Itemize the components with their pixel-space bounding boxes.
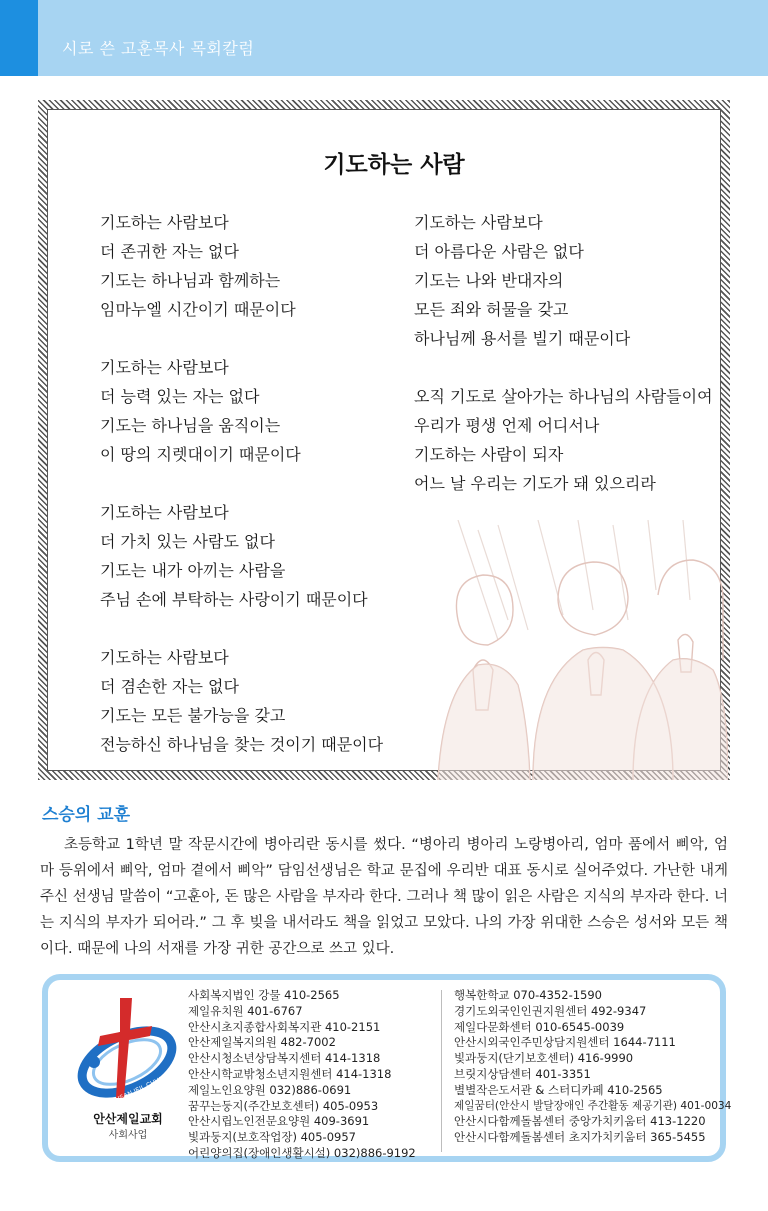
poem-line: 기도는 나와 반대자의 <box>414 271 564 290</box>
lesson-body: 초등학교 1학년 말 작문시간에 병아리란 동시를 썼다. “병아리 병아리 노랑병아리, 엄마 품에서 삐악, 엄마 등위에서 삐악, 엄마 곁에서 삐악” 담임선생님은 학교 문집에 우리반 대표 동시로 실어주었다. 가난한 내게 주신 선생님 말씀이 “고훈아, 돈 많은 사람을 부자라 한다. 그러나 책 많이 읽은 사람은 지식의 부자라 한다. 너는 지식의 부자가 되어라.” 그 후 빚을 내서라도 책을 읽었고 모았다. 나의 가장 위대한 스승은 성서와 모든 책이다. 때문에 나의 서재를 가장 귀한 공간으로 쓰고 있다. <box>40 837 728 957</box>
poem-line: 하나님께 용서를 빌기 때문이다 <box>414 329 631 348</box>
poem-frame-inner <box>47 109 721 771</box>
contact-item: 어린양의집(장애인생활시설) 032)886-9192 <box>188 1145 416 1160</box>
poem-title: 기도하는 사람 <box>323 152 465 178</box>
poem-line: 기도는 하나님을 움직이는 <box>100 416 281 435</box>
contact-item: 별별작은도서관 & 스터디카페 410-2565 <box>454 1082 663 1097</box>
contact-item: 안산시립노인전문요양원 409-3691 <box>188 1114 370 1129</box>
poem-line: 오직 기도로 살아가는 하나님의 사람들이여 <box>414 387 713 406</box>
contact-item: 안산시청소년상담복지센터 414-1318 <box>188 1051 381 1066</box>
contact-item: 제일다문화센터 010-6545-0039 <box>454 1019 625 1034</box>
praying-people-illustration <box>428 520 728 780</box>
contact-list-right <box>454 988 731 1146</box>
contact-item: 행복한학교 070-4352-1590 <box>454 988 602 1002</box>
poem-line: 기도는 모든 불가능을 갖고 <box>100 706 286 725</box>
contact-item: 제일노인요양원 032)886-0691 <box>188 1082 352 1097</box>
poem-line: 모든 죄와 허물을 갖고 <box>414 300 569 319</box>
contact-item: 제일꿈터(안산시 발달장애인 주간활동 제공기관) 401-0034 <box>454 1099 732 1112</box>
contact-item: 안산시다함께돌봄센터 중앙가치키움터 413-1220 <box>454 1114 706 1129</box>
contact-item: 경기도외국인인권지원센터 492-9347 <box>454 1003 647 1018</box>
contact-item: 꿈꾸는둥지(주간보호센터) 405-0953 <box>188 1098 379 1113</box>
contact-item: 브릿지상담센터 401-3351 <box>454 1066 591 1081</box>
contact-item: 안산시초지종합사회복지관 410-2151 <box>188 1019 381 1034</box>
footer-box <box>42 974 732 1162</box>
poem-line: 더 능력 있는 자는 없다 <box>100 387 260 406</box>
poem-frame <box>38 100 730 780</box>
poem-line: 기도하는 사람보다 <box>100 213 229 232</box>
contact-item: 안산제일복지의원 482-7002 <box>188 1035 336 1050</box>
header-bar <box>0 0 768 76</box>
org-subtitle: 사회사업 <box>108 1130 148 1141</box>
poem-line: 주님 손에 부탁하는 사랑이기 때문이다 <box>100 590 368 609</box>
poem-line: 더 존귀한 자는 없다 <box>100 242 239 261</box>
contact-list-left <box>188 988 416 1162</box>
poem-line: 더 겸손한 자는 없다 <box>100 677 239 696</box>
contact-item: 안산시다함께돌봄센터 초지가치키움터 365-5455 <box>454 1130 706 1145</box>
poem-line: 기도하는 사람보다 <box>100 358 229 377</box>
contact-item: 제일유치원 401-6767 <box>188 1003 303 1018</box>
poem-line: 기도하는 사람보다 <box>100 503 229 522</box>
contact-item: 빛과둥지(단기보호센터) 416-9990 <box>454 1051 634 1066</box>
poem-line: 기도는 하나님과 함께하는 <box>100 271 281 290</box>
poem-line: 이 땅의 지렛대이기 때문이다 <box>100 445 301 464</box>
contact-item: 안산시외국인주민상담지원센터 1644-7111 <box>454 1035 676 1050</box>
org-name: 안산제일교회 <box>93 1112 163 1126</box>
contact-item: 빛과둥지(보호작업장) 405-0957 <box>188 1130 356 1145</box>
poem-right-column <box>414 208 713 498</box>
poem-line: 기도는 내가 아끼는 사람을 <box>100 561 286 580</box>
footer-divider <box>441 990 442 1152</box>
poem-line: 더 가치 있는 사람도 없다 <box>100 532 275 551</box>
section-label: 시로 쓴 고훈목사 목회칼럼 <box>62 39 255 58</box>
logo-ring-text: ANSAN JEIL CHURCH <box>109 1070 174 1106</box>
church-logo-icon <box>72 990 182 1110</box>
poem-line: 전능하신 하나님을 찾는 것이기 때문이다 <box>100 735 384 754</box>
poem-left-column <box>100 208 383 759</box>
poem-line: 기도하는 사람보다 <box>414 213 543 232</box>
poem-line: 기도하는 사람보다 <box>100 648 229 667</box>
header-accent <box>0 0 38 76</box>
poem-line: 어느 날 우리는 기도가 돼 있으리라 <box>414 474 656 493</box>
lesson-title: 스승의 교훈 <box>42 805 131 825</box>
poem-line: 기도하는 사람이 되자 <box>414 445 564 464</box>
poem-line: 더 아름다운 사람은 없다 <box>414 242 584 261</box>
contact-item: 안산시학교밖청소년지원센터 414-1318 <box>188 1066 392 1081</box>
poem-line: 임마누엘 시간이기 때문이다 <box>100 300 296 319</box>
contact-item: 사회복지법인 강물 410-2565 <box>188 988 340 1002</box>
poem-line: 우리가 평생 언제 어디서나 <box>414 416 600 435</box>
